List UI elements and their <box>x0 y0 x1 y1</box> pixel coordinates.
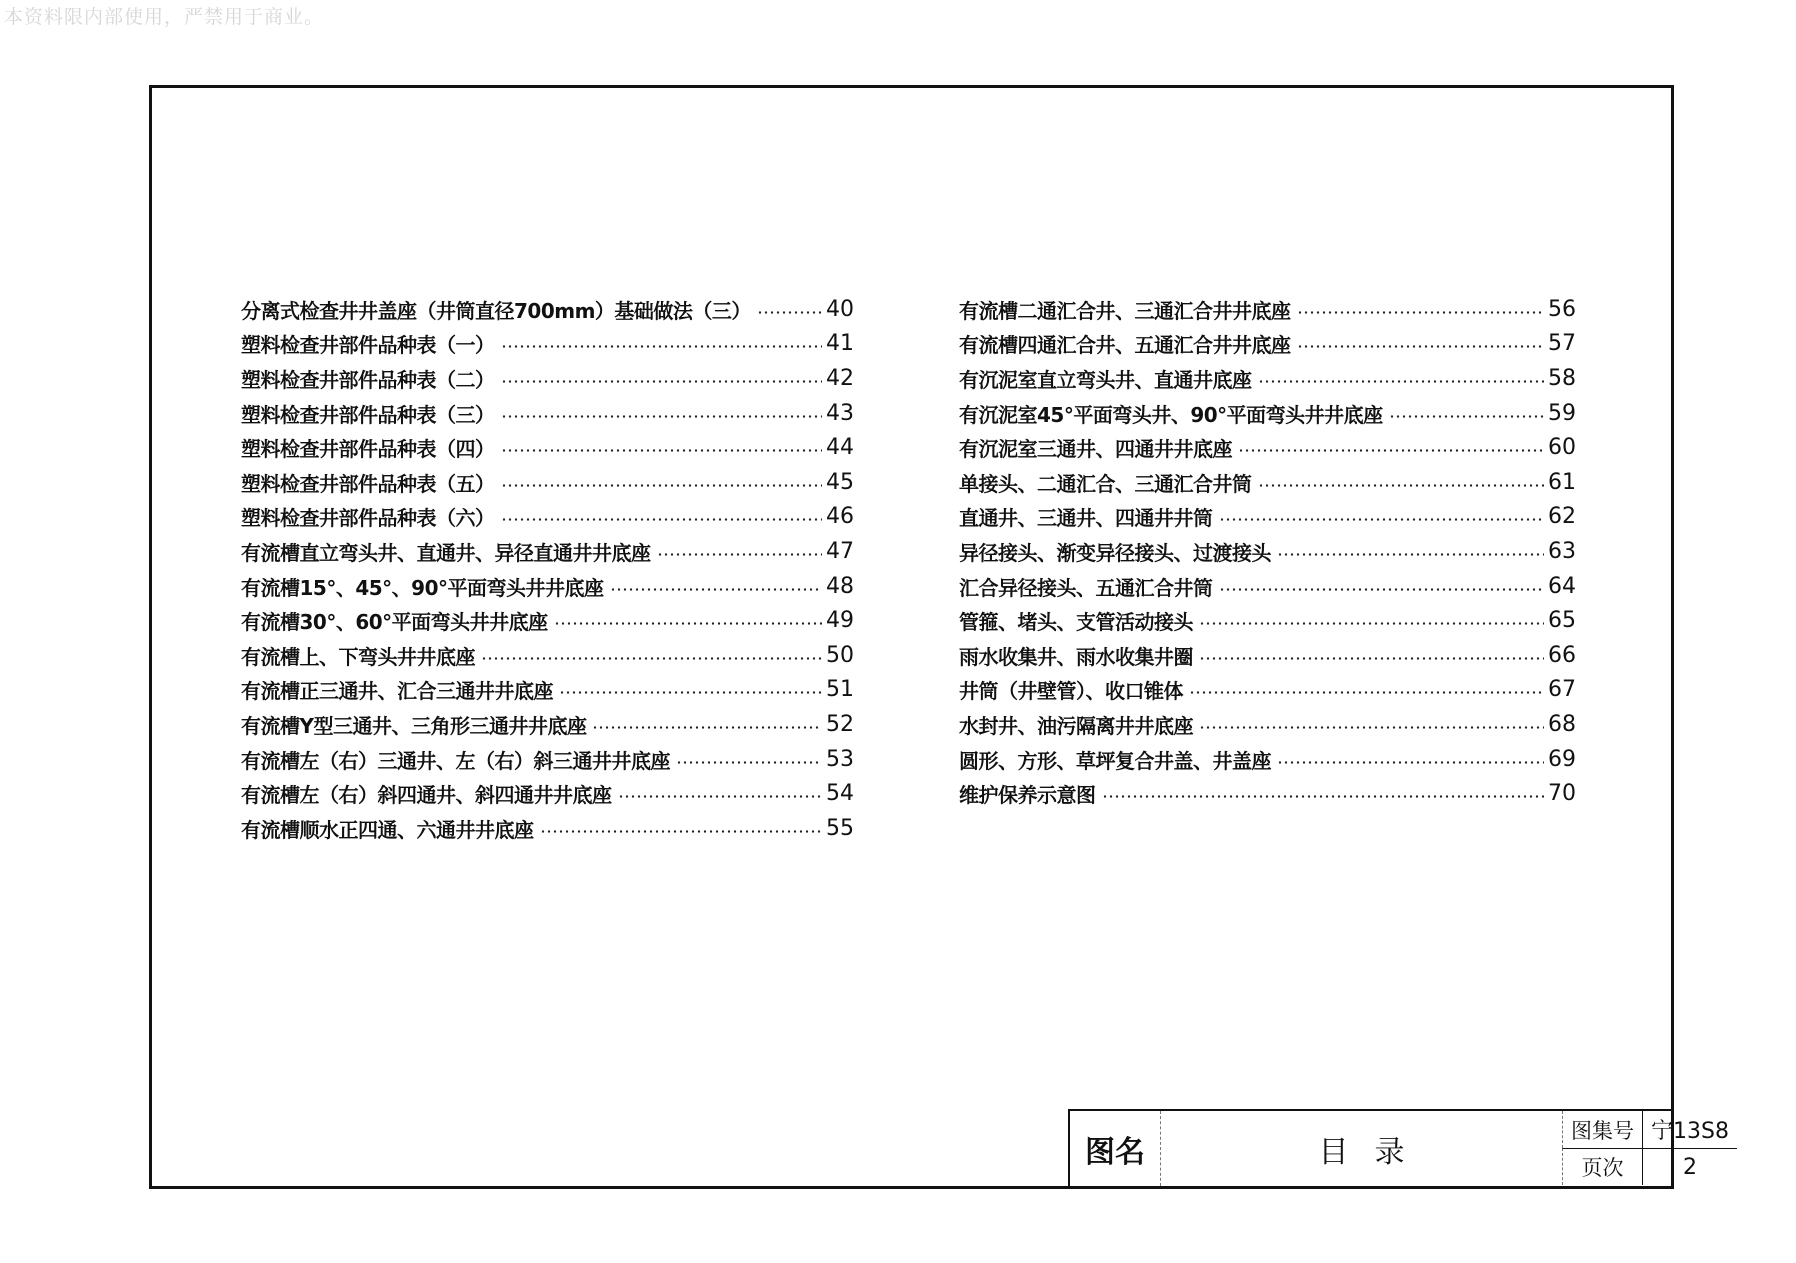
toc-entry-title: 有流槽15°、45°、90°平面弯头井井底座 <box>241 575 604 600</box>
toc-entry <box>241 742 854 777</box>
toc-entry <box>241 673 854 708</box>
toc-entry-page-number: 41 <box>826 331 854 357</box>
toc-entry-title: 有沉泥室直立弯头井、直通井底座 <box>959 367 1252 392</box>
atlas-number-value: 宁13S8 <box>1642 1111 1737 1148</box>
toc-dot-leader <box>501 380 823 383</box>
toc-entry-title: 有沉泥室三通井、四通井井底座 <box>959 437 1232 462</box>
toc-entry <box>959 673 1576 708</box>
toc-entry-title: 塑料检查井部件品种表（五） <box>241 471 495 496</box>
toc-entry-page-number: 49 <box>826 608 854 634</box>
toc-right-column <box>959 292 1576 811</box>
toc-entry <box>959 396 1576 431</box>
toc-dot-leader <box>610 588 823 591</box>
toc-entry-title: 塑料检查井部件品种表（四） <box>241 437 495 462</box>
toc-entry <box>241 638 854 673</box>
toc-entry-page-number: 48 <box>826 573 854 599</box>
toc-dot-leader <box>559 691 822 694</box>
toc-entry-title: 井筒（井壁管）、收口锥体 <box>959 679 1183 704</box>
toc-dot-leader <box>501 345 823 348</box>
toc-entry-title: 塑料检查井部件品种表（六） <box>241 506 495 531</box>
toc-entry-page-number: 58 <box>1548 365 1576 391</box>
toc-entry-page-number: 60 <box>1548 435 1576 461</box>
toc-entry <box>959 361 1576 396</box>
toc-entry-title: 有流槽左（右）斜四通井、斜四通井井底座 <box>241 783 612 808</box>
toc-entry <box>959 534 1576 569</box>
toc-dot-leader <box>1189 691 1544 694</box>
toc-entry-page-number: 70 <box>1548 781 1576 807</box>
toc-entry-page-number: 40 <box>826 296 854 322</box>
toc-entry <box>959 465 1576 500</box>
toc-entry <box>959 569 1576 604</box>
toc-entry-page-number: 46 <box>826 504 854 530</box>
toc-entry-title: 汇合异径接头、五通汇合井筒 <box>959 575 1213 600</box>
toc-entry-title: 有流槽顺水正四通、六通井井底座 <box>241 817 534 842</box>
toc-entry-page-number: 56 <box>1548 296 1576 322</box>
toc-entry-title: 有流槽二通汇合井、三通汇合井井底座 <box>959 298 1291 323</box>
toc-entry <box>959 603 1576 638</box>
toc-entry <box>241 534 854 569</box>
toc-dot-leader <box>676 761 822 764</box>
toc-entry-title: 有流槽30°、60°平面弯头井井底座 <box>241 610 548 635</box>
toc-entry <box>241 327 854 362</box>
toc-dot-leader <box>1258 484 1545 487</box>
toc-entry-page-number: 52 <box>826 711 854 737</box>
toc-entry-title: 雨水收集井、雨水收集井圈 <box>959 644 1193 669</box>
toc-entry <box>959 742 1576 777</box>
toc-dot-leader <box>1238 449 1544 452</box>
toc-dot-leader <box>592 726 822 729</box>
toc-entry-title: 有流槽正三通井、汇合三通井井底座 <box>241 679 553 704</box>
toc-dot-leader <box>618 795 823 798</box>
toc-entry-page-number: 43 <box>826 400 854 426</box>
toc-entry-page-number: 59 <box>1548 400 1576 426</box>
toc-dot-leader <box>1277 553 1544 556</box>
toc-entry <box>241 776 854 811</box>
toc-entry-page-number: 69 <box>1548 746 1576 772</box>
toc-entry-page-number: 57 <box>1548 331 1576 357</box>
toc-entry-page-number: 64 <box>1548 573 1576 599</box>
toc-entry <box>241 500 854 535</box>
watermark-text: 本资料限内部使用，严禁用于商业。 <box>4 6 325 28</box>
toc-entry-page-number: 54 <box>826 781 854 807</box>
toc-entry-title: 分离式检查井井盖座（井筒直径700mm）基础做法（三） <box>241 298 751 323</box>
toc-entry-page-number: 47 <box>826 538 854 564</box>
toc-dot-leader <box>501 518 823 521</box>
toc-entry-title: 有流槽四通汇合井、五通汇合井井底座 <box>959 333 1291 358</box>
toc-entry-page-number: 62 <box>1548 504 1576 530</box>
toc-dot-leader <box>1219 588 1545 591</box>
toc-entry <box>959 707 1576 742</box>
toc-entry <box>959 776 1576 811</box>
toc-dot-leader <box>501 449 823 452</box>
toc-left-column <box>241 292 854 846</box>
toc-dot-leader <box>1199 657 1544 660</box>
toc-entry-title: 直通井、三通井、四通井井筒 <box>959 506 1213 531</box>
toc-entry-page-number: 53 <box>826 746 854 772</box>
toc-entry-page-number: 51 <box>826 677 854 703</box>
toc-entry-title: 单接头、二通汇合、三通汇合井筒 <box>959 471 1252 496</box>
toc-dot-leader <box>540 830 823 833</box>
atlas-number-label: 图集号 <box>1562 1111 1642 1148</box>
toc-dot-leader <box>1199 622 1544 625</box>
toc-dot-leader <box>1389 415 1544 418</box>
toc-entry-title: 有流槽直立弯头井、直通井、异径直通井井底座 <box>241 540 651 565</box>
toc-entry <box>241 430 854 465</box>
toc-entry-page-number: 55 <box>826 815 854 841</box>
toc-entry-page-number: 66 <box>1548 642 1576 668</box>
toc-dot-leader <box>1102 795 1545 798</box>
toc-entry <box>241 569 854 604</box>
toc-entry <box>959 500 1576 535</box>
toc-entry <box>959 430 1576 465</box>
toc-entry-page-number: 61 <box>1548 469 1576 495</box>
toc-dot-leader <box>1199 726 1544 729</box>
toc-entry-page-number: 67 <box>1548 677 1576 703</box>
toc-entry <box>959 638 1576 673</box>
toc-entry-page-number: 50 <box>826 642 854 668</box>
toc-dot-leader <box>1297 311 1545 314</box>
toc-dot-leader <box>481 657 822 660</box>
toc-entry-page-number: 65 <box>1548 608 1576 634</box>
toc-entry-page-number: 63 <box>1548 538 1576 564</box>
toc-entry-page-number: 68 <box>1548 711 1576 737</box>
toc-dot-leader <box>1219 518 1545 521</box>
page-number-value: 2 <box>1642 1148 1737 1185</box>
toc-dot-leader <box>657 553 823 556</box>
toc-entry-title: 塑料检查井部件品种表（一） <box>241 333 495 358</box>
toc-entry <box>959 327 1576 362</box>
toc-entry-title: 圆形、方形、草坪复合井盖、井盖座 <box>959 748 1271 773</box>
toc-entry-page-number: 44 <box>826 435 854 461</box>
toc-entry <box>241 396 854 431</box>
toc-entry-title: 有沉泥室45°平面弯头井、90°平面弯头井井底座 <box>959 402 1383 427</box>
toc-entry-title: 有流槽Y型三通井、三角形三通井井底座 <box>241 713 587 738</box>
toc-entry <box>959 292 1576 327</box>
toc-entry <box>241 603 854 638</box>
drawing-name-text: 目录 <box>1318 1134 1431 1170</box>
toc-entry-page-number: 45 <box>826 469 854 495</box>
toc-dot-leader <box>501 415 823 418</box>
toc-entry <box>241 465 854 500</box>
toc-dot-leader <box>757 311 822 314</box>
toc-entry-title: 异径接头、渐变异径接头、过渡接头 <box>959 540 1271 565</box>
toc-dot-leader <box>554 622 822 625</box>
toc-dot-leader <box>1258 380 1545 383</box>
toc-entry-title: 维护保养示意图 <box>959 783 1096 808</box>
toc-entry <box>241 292 854 327</box>
toc-entry <box>241 811 854 846</box>
toc-dot-leader <box>1277 761 1544 764</box>
toc-entry-page-number: 42 <box>826 365 854 391</box>
page-number-label: 页次 <box>1562 1148 1642 1185</box>
toc-entry-title: 水封井、油污隔离井井底座 <box>959 713 1193 738</box>
toc-entry <box>241 707 854 742</box>
toc-dot-leader <box>501 484 823 487</box>
toc-entry-title: 塑料检查井部件品种表（二） <box>241 367 495 392</box>
title-block <box>1068 1109 1729 1186</box>
toc-entry-title: 有流槽上、下弯头井井底座 <box>241 644 475 669</box>
toc-dot-leader <box>1297 345 1545 348</box>
toc-entry <box>241 361 854 396</box>
drawing-name-value <box>1160 1111 1562 1186</box>
toc-entry-title: 塑料检查井部件品种表（三） <box>241 402 495 427</box>
toc-entry-title: 管箍、堵头、支管活动接头 <box>959 610 1193 635</box>
drawing-name-label: 图名 <box>1085 1134 1145 1170</box>
toc-entry-title: 有流槽左（右）三通井、左（右）斜三通井井底座 <box>241 748 670 773</box>
